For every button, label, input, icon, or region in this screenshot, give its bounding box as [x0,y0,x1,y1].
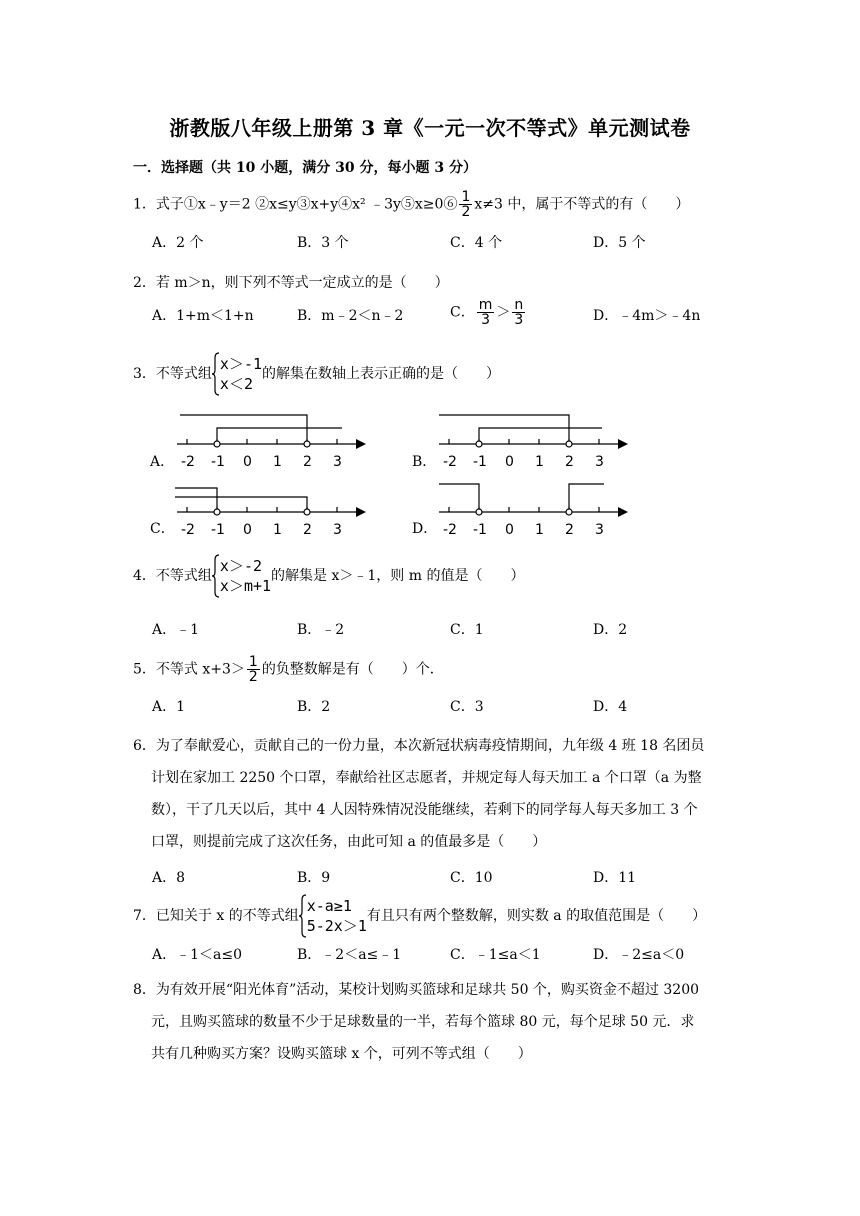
svg-text:-1: -1 [211,454,225,470]
question-5-stem: 5．不等式 x+3＞ $\frac{1}{2}$ 的负整数解是有（ ）个． [133,654,444,685]
q4-option-c[interactable]: C．1 [450,622,484,638]
q4-option-b[interactable]: B．﹣2 [297,622,345,638]
q6-option-c[interactable]: C．10 [450,870,493,886]
q2-option-d[interactable]: D．﹣4m＞﹣4n [593,308,701,324]
svg-text:0: 0 [243,522,252,538]
question-2-stem: 2．若 m＞n，则下列不等式一定成立的是（ ） [133,275,449,291]
question-1-stem [133,190,689,219]
q7-option-a[interactable]: A．﹣1＜a≤0 [152,947,243,963]
svg-text:3: 3 [595,454,604,470]
q4-system: x＞-2 x＞m+1 [219,557,272,595]
q5-option-a[interactable]: A．1 [152,699,186,715]
q1-stem-part-b: x≠3 中，属于不等式的有（ ） [474,196,690,213]
q6-option-a[interactable]: A．8 [152,870,186,886]
svg-text:2: 2 [565,522,574,538]
q7-option-c[interactable]: C．﹣1≤a＜1 [450,947,541,963]
q1-stem-part-a: 1．式子①x﹣y＝2 ②x≤y③x+y④x² ﹣3y⑤x≥0⑥ [133,196,458,213]
svg-text:2: 2 [303,522,312,538]
q6-option-b[interactable]: B．9 [297,870,331,886]
q7-option-b[interactable]: B．﹣2＜a≤﹣1 [297,947,402,963]
q3-option-a[interactable]: A． [150,454,175,470]
svg-text:1: 1 [535,522,544,538]
q3-brace-icon [212,352,220,396]
svg-text:-2: -2 [181,522,195,538]
q5-fraction: $\frac{1}{2}$ [248,654,258,685]
q2-option-b[interactable]: B．m﹣2＜n﹣2 [297,308,404,324]
q5-option-d[interactable]: D．4 [593,699,628,715]
q4-option-d[interactable]: D．2 [593,622,628,638]
section-heading: 一．选择题（共 10 小题，满分 30 分，每小题 3 分） [133,160,477,176]
svg-text:-1: -1 [473,522,487,538]
question-3-stem: 3．不等式组 x＞-1 x＜2 的解集在数轴上表示正确的是（ ） [133,352,500,396]
svg-text:2: 2 [565,454,574,470]
question-6-stem: 6．为了奉献爱心，贡献自己的一份力量，本次新冠状病毒疫情期间，九年级 4 班 18 名团员 计划在家加工 2250 个口罩，奉献给社区志愿者，并规定每人每天加工 a 个口罩（a 为整 数），干了几天以后，其中 4 人因特殊情况没能继续，若剩下的同学每人每天多加工 3 个 口罩，则提前完成了这次任务，由此可知 a 的值最多是（ ） [133,738,705,850]
svg-text:3: 3 [333,522,342,538]
q7-brace-icon [299,894,307,938]
q3-numberline-d[interactable] [434,480,634,540]
q5-option-c[interactable]: C．3 [450,699,484,715]
q2-c-right-fraction: $\frac{n}{3}$ [514,297,524,328]
q6-option-d[interactable]: D．11 [593,870,637,886]
svg-text:0: 0 [505,522,514,538]
svg-text:-1: -1 [473,454,487,470]
question-7-stem: 7．已知关于 x 的不等式组 x-a≥1 5-2x＞1 有且只有两个整数解，则实数 a 的取值范围是（ ） [133,894,706,938]
svg-text:-1: -1 [211,522,225,538]
svg-text:3: 3 [333,454,342,470]
q1-option-c[interactable]: C．4 个 [450,235,503,251]
svg-text:-2: -2 [443,522,457,538]
svg-text:1: 1 [273,522,282,538]
q2-c-left-fraction: $\frac{m}{3}$ [478,297,493,328]
q4-option-a[interactable]: A．﹣1 [152,622,200,638]
q2-option-c[interactable]: C． $\frac{m}{3}$ ＞ $\frac{n}{3}$ [450,297,524,328]
q3-option-b[interactable]: B． [412,454,437,470]
q1-fraction: $\frac{1}{2}$ [461,189,471,220]
q7-option-d[interactable]: D．﹣2≤a＜0 [593,947,685,963]
svg-text:3: 3 [595,522,604,538]
document-title: 浙教版八年级上册第 3 章《一元一次不等式》单元测试卷 [169,116,691,140]
question-4-stem: 4．不等式组 x＞-2 x＞m+1 的解集是 x＞﹣1，则 m 的值是（ ） [133,554,524,598]
q7-system: x-a≥1 5-2x＞1 [306,897,367,935]
q3-option-d[interactable]: D． [412,521,438,537]
question-8-stem: 8．为有效开展“阳光体育”活动，某校计划购买篮球和足球共 50 个，购买资金不超过 3200 元，且购买篮球的数量不少于足球数量的一半，若每个篮球 80 元，每个足球 50 元．求 共有几种购买方案？设购买篮球 x 个，可列不等式组（ ） [133,982,700,1062]
q4-brace-icon [212,554,220,598]
svg-text:0: 0 [243,454,252,470]
q2-option-a[interactable]: A．1+m＜1+n [152,308,254,324]
q3-numberline-b[interactable] [434,412,634,472]
svg-text:1: 1 [535,454,544,470]
svg-text:2: 2 [303,454,312,470]
q3-numberline-a[interactable] [172,412,372,472]
q3-system: x＞-1 x＜2 [219,355,263,393]
q5-option-b[interactable]: B．2 [297,699,331,715]
q3-option-c[interactable]: C． [150,521,175,537]
q1-option-b[interactable]: B．3 个 [297,235,349,251]
q1-option-d[interactable]: D．5 个 [593,235,646,251]
svg-text:-2: -2 [181,454,195,470]
svg-text:-2: -2 [443,454,457,470]
q1-option-a[interactable]: A．2 个 [152,235,204,251]
svg-text:0: 0 [505,454,514,470]
svg-text:1: 1 [273,454,282,470]
q3-numberline-c[interactable] [172,480,372,540]
